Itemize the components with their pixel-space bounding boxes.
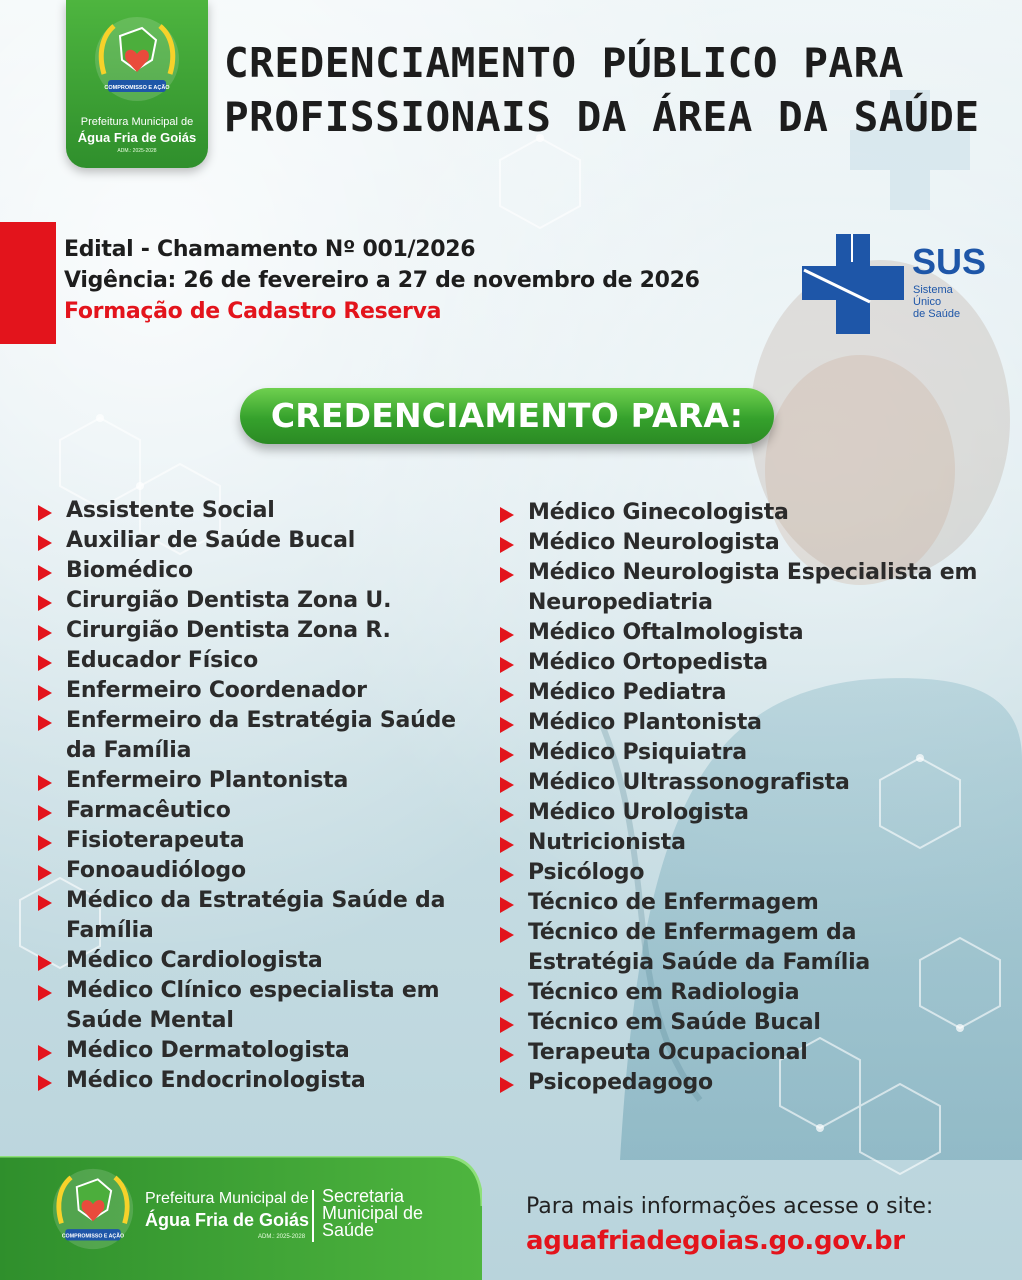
list-item-label: Enfermeiro Coordenador <box>66 678 367 703</box>
page-title <box>224 36 980 144</box>
red-arrow-icon <box>500 537 514 553</box>
list-item-label: Educador Físico <box>66 648 259 673</box>
footer-logo-line-1: Prefeitura Municipal de <box>145 1190 309 1207</box>
red-arrow-icon <box>38 655 52 671</box>
list-item <box>498 978 988 1008</box>
red-arrow-icon <box>500 777 514 793</box>
red-arrow-icon <box>500 1047 514 1063</box>
footer-logo-line-2: Água Fria de Goiás <box>145 1210 310 1230</box>
red-arrow-icon <box>500 747 514 763</box>
list-item-label: Enfermeiro Plantonista <box>66 768 349 793</box>
sus-title: SUS <box>912 241 987 282</box>
site-link[interactable]: aguafriadegoias.go.gov.br <box>526 1226 905 1256</box>
red-arrow-icon <box>500 897 514 913</box>
red-arrow-icon <box>500 1017 514 1033</box>
list-item-label: Cirurgião Dentista Zona R. <box>66 618 391 643</box>
list-item <box>36 586 486 616</box>
red-arrow-icon <box>38 685 52 701</box>
list-item <box>498 528 988 558</box>
red-arrow-icon <box>38 1075 52 1091</box>
list-item <box>36 556 486 586</box>
list-item <box>498 1038 988 1068</box>
list-item-label: Médico Plantonista <box>528 710 762 735</box>
list-item <box>498 618 988 648</box>
red-arrow-icon <box>38 535 52 551</box>
emblem-icon <box>92 14 182 104</box>
red-arrow-icon <box>500 867 514 883</box>
logo-line-1: Prefeitura Municipal de <box>80 116 194 128</box>
list-item <box>498 1008 988 1038</box>
red-arrow-icon <box>38 505 52 521</box>
list-item-label: Nutricionista <box>528 830 686 855</box>
list-item <box>498 828 988 858</box>
list-item-label: Médico Dermatologista <box>66 1038 350 1063</box>
list-item-label: Médico Ginecologista <box>528 500 789 525</box>
list-item <box>36 676 486 706</box>
list-item-label: Fonoaudiólogo <box>66 858 246 883</box>
footer-banner-text: COMPROMISSO E AÇÃO <box>61 1233 125 1240</box>
logo-banner-text: COMPROMISSO E AÇÃO <box>104 85 170 91</box>
sus-sub-1: Sistema <box>913 284 953 296</box>
logo-line-3: ADM.: 2025-2028 <box>117 148 157 154</box>
list-item-label: Biomédico <box>66 558 193 583</box>
more-info-text: Para mais informações acesse o site: <box>526 1194 934 1219</box>
red-arrow-icon <box>38 955 52 971</box>
logo-line-2: Água Fria de Goiás <box>77 130 197 145</box>
red-arrow-icon <box>500 717 514 733</box>
list-item <box>36 616 486 646</box>
list-item-label: Psicopedagogo <box>528 1070 713 1095</box>
list-item-label: Médico Urologista <box>528 800 749 825</box>
list-item <box>36 706 486 766</box>
red-arrow-icon <box>38 865 52 881</box>
red-arrow-icon <box>500 627 514 643</box>
footer-logo-line-3: ADM.: 2025-2028 <box>258 1234 306 1240</box>
list-item <box>36 946 486 976</box>
list-item <box>498 708 988 738</box>
red-arrow-icon <box>38 715 52 731</box>
red-arrow-icon <box>38 1045 52 1061</box>
list-item <box>36 646 486 676</box>
list-item <box>498 768 988 798</box>
footer-secretaria <box>322 1188 423 1239</box>
list-item-label: Terapeuta Ocupacional <box>528 1040 808 1065</box>
list-item <box>36 826 486 856</box>
red-arrow-icon <box>500 807 514 823</box>
title-line-1: CREDENCIAMENTO PÚBLICO PARA <box>224 39 904 87</box>
edital-validity: Vigência: 26 de fevereiro a 27 de novembro de 2026 <box>64 268 700 293</box>
red-accent-bar <box>0 222 56 344</box>
list-item <box>498 1068 988 1098</box>
red-arrow-icon <box>500 567 514 583</box>
list-item-label: Técnico em Radiologia <box>528 980 800 1005</box>
list-item-label: Médico Clínico especialista em Saúde Mental <box>66 978 440 1033</box>
list-item-label: Auxiliar de Saúde Bucal <box>66 528 356 553</box>
list-item-label: Médico Ultrassonografista <box>528 770 850 795</box>
list-item <box>36 496 486 526</box>
list-item <box>498 888 988 918</box>
red-arrow-icon <box>38 895 52 911</box>
list-item <box>36 1036 486 1066</box>
list-item-label: Médico Neurologista Especialista em Neuropediatria <box>528 560 978 615</box>
sus-sub-3: de Saúde <box>913 308 961 320</box>
red-arrow-icon <box>38 805 52 821</box>
list-item-label: Enfermeiro da Estratégia Saúde da Família <box>66 708 456 763</box>
red-arrow-icon <box>500 507 514 523</box>
red-arrow-icon <box>38 775 52 791</box>
list-item <box>36 766 486 796</box>
red-arrow-icon <box>500 987 514 1003</box>
red-arrow-icon <box>500 837 514 853</box>
list-item-label: Médico Neurologista <box>528 530 780 555</box>
edital-info <box>64 234 700 327</box>
list-item <box>498 798 988 828</box>
footer-emblem-icon <box>50 1166 136 1252</box>
list-item-label: Médico Cardiologista <box>66 948 323 973</box>
list-item <box>36 526 486 556</box>
red-arrow-icon <box>500 927 514 943</box>
list-item-label: Assistente Social <box>66 498 275 523</box>
red-arrow-icon <box>38 595 52 611</box>
list-item-label: Farmacêutico <box>66 798 231 823</box>
list-item-label: Médico Psiquiatra <box>528 740 747 765</box>
footer-sec-3: Saúde <box>322 1220 375 1240</box>
list-item <box>36 886 486 946</box>
list-item-label: Médico Endocrinologista <box>66 1068 366 1093</box>
right-profession-list <box>498 498 988 1098</box>
list-item-label: Técnico em Saúde Bucal <box>528 1010 821 1035</box>
red-arrow-icon <box>38 835 52 851</box>
list-item-label: Médico Oftalmologista <box>528 620 804 645</box>
list-item <box>498 558 988 618</box>
red-arrow-icon <box>500 657 514 673</box>
list-item <box>36 1066 486 1096</box>
sus-subtitle <box>913 284 960 320</box>
list-item <box>36 796 486 826</box>
footer-sec-2: Municipal de <box>322 1203 424 1223</box>
list-item-label: Cirurgião Dentista Zona U. <box>66 588 392 613</box>
list-item <box>36 856 486 886</box>
edital-number: Edital - Chamamento Nº 001/2026 <box>64 237 476 262</box>
left-profession-list <box>36 496 486 1096</box>
footer-divider <box>312 1190 314 1242</box>
red-arrow-icon <box>38 565 52 581</box>
list-item-label: Técnico de Enfermagem da Estratégia Saúde da Família <box>528 920 871 975</box>
list-item-label: Médico Pediatra <box>528 680 727 705</box>
list-item <box>36 976 486 1036</box>
footer-sec-1: Secretaria <box>322 1186 405 1206</box>
red-arrow-icon <box>38 985 52 1001</box>
list-item <box>498 678 988 708</box>
red-arrow-icon <box>500 1077 514 1093</box>
list-item-label: Psicólogo <box>528 860 645 885</box>
list-item-label: Fisioterapeuta <box>66 828 245 853</box>
title-line-2: PROFISSIONAIS DA ÁREA DA SAÚDE <box>224 93 980 141</box>
list-item-label: Médico da Estratégia Saúde da Família <box>66 888 446 943</box>
sus-sub-2: Único <box>913 296 942 308</box>
edital-reserve: Formação de Cadastro Reserva <box>64 299 442 324</box>
list-item <box>498 738 988 768</box>
list-item <box>498 498 988 528</box>
red-arrow-icon <box>500 687 514 703</box>
list-item <box>498 918 988 978</box>
municipality-logo <box>66 0 208 168</box>
list-item-label: Técnico de Enfermagem <box>528 890 819 915</box>
section-title: CREDENCIAMENTO PARA: <box>240 388 774 444</box>
red-arrow-icon <box>38 625 52 641</box>
list-item-label: Médico Ortopedista <box>528 650 768 675</box>
list-item <box>498 858 988 888</box>
list-item <box>498 648 988 678</box>
